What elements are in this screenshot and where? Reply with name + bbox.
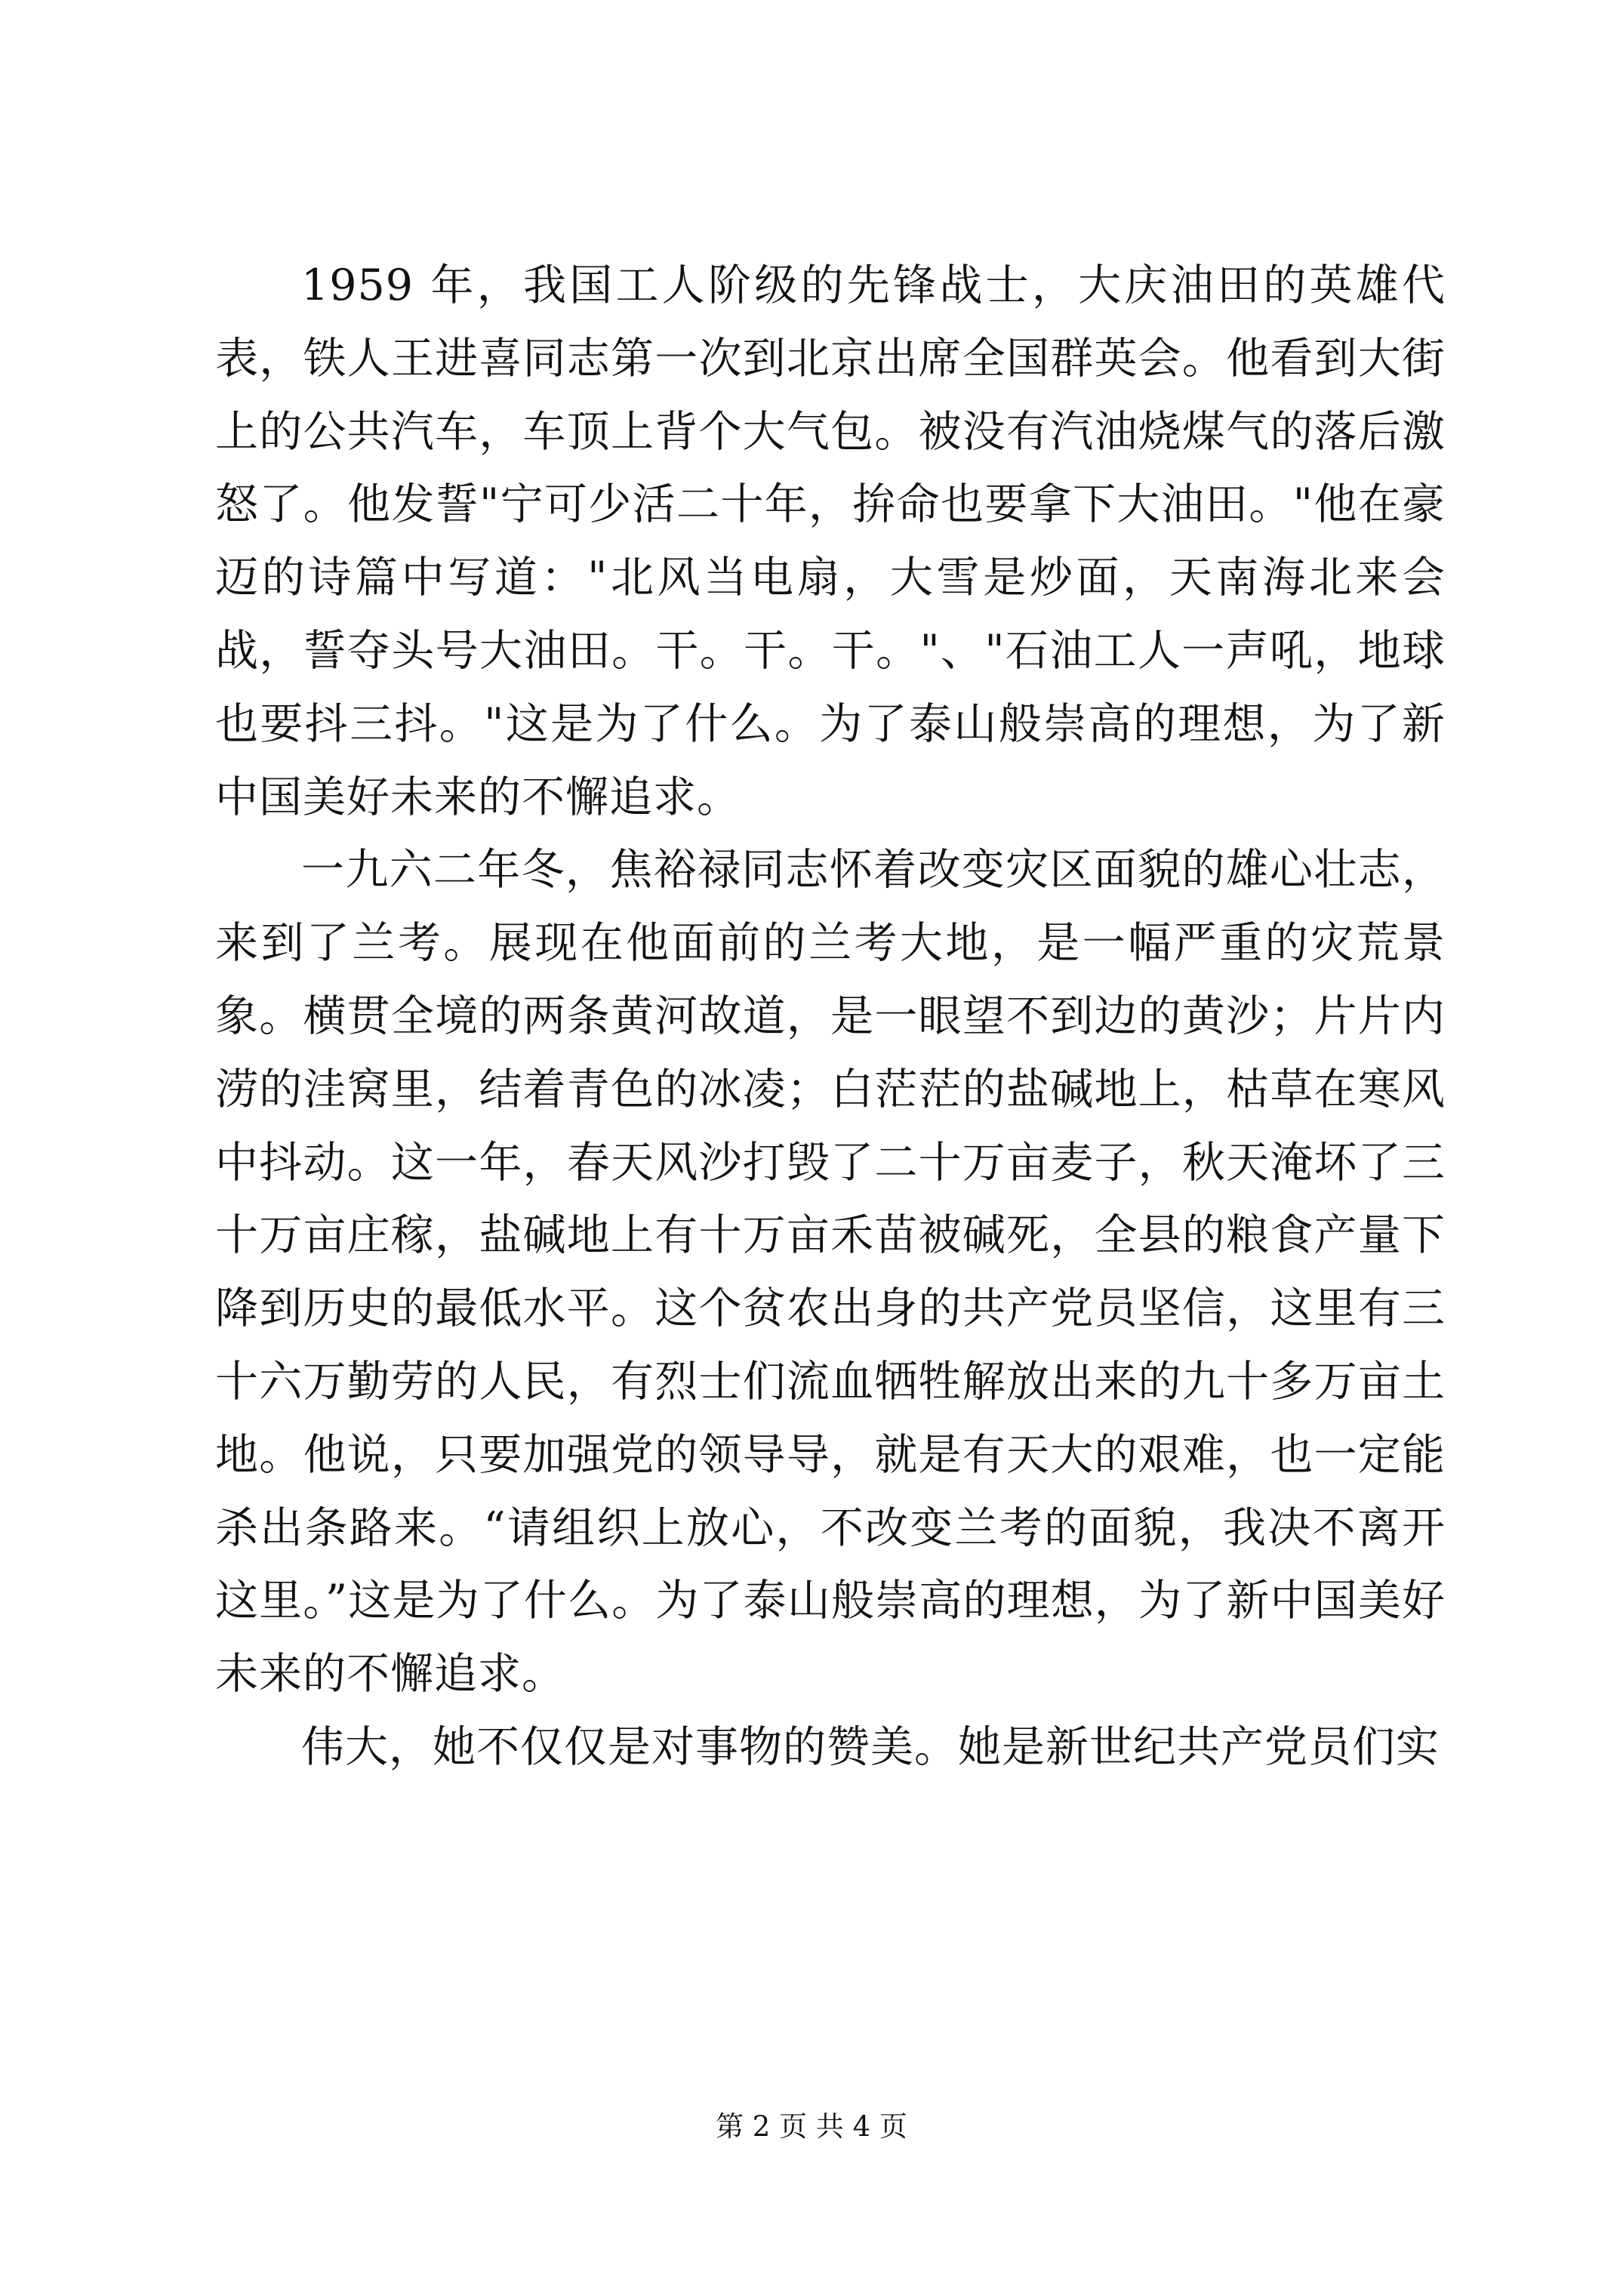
paragraph-greatness: 伟大，她不仅仅是对事物的赞美。她是新世纪共产党员们实 [301,1721,1440,1772]
paragraph-jiao-yulu: 一九六二年冬，焦裕禄同志怀着改变灾区面貌的雄心壮志，来到了兰考。展现在他面前的兰考大地，是一幅严重的灾荒景象。横贯全境的两条黄河故道，是一眼望不到边的黄沙；片片内涝的洼窝里，结着青色的冰凌；白茫茫的盐碱地上，枯草在寒风中抖动。这一年，春天风沙打毁了二十万亩麦子，秋天淹坏了三十万亩庄稼，盐碱地上有十万亩禾苗被碱死，全县的粮食产量下降到历史的最低水平。这个贫农出身的共产党员坚信，这里有三十六万勤劳的人民，有烈士们流血牺牲解放出来的九十多万亩土地。他说，只要加强党的领导导，就是有天大的艰难，也一定能杀出条路来。“请组织上放心，不改变兰考的面貌，我决不离开这里。”这是为了什么。为了泰山般崇高的理想，为了新中国美好未来的不懈追求。 [215,845,1446,1700]
document-body [215,249,1446,1784]
paragraph-wang-jinxi: 1959 年，我国工人阶级的先锋战士，大庆油田的英雄代表，铁人王进喜同志第一次到北京出席全国群英会。他看到大街上的公共汽车，车顶上背个大气包。被没有汽油烧煤气的落后激怒了。他发誓"宁可少活二十年，拚命也要拿下大油田。"他在豪迈的诗篇中写道："北风当电扇，大雪是炒面，天南海北来会战，誓夺头号大油田。干。干。干。"、"石油工人一声吼，地球也要抖三抖。"这是为了什么。为了泰山般崇高的理想，为了新中国美好未来的不懈追求。 [215,260,1446,822]
page-footer: 第 2 页 共 4 页 [716,2110,907,2143]
